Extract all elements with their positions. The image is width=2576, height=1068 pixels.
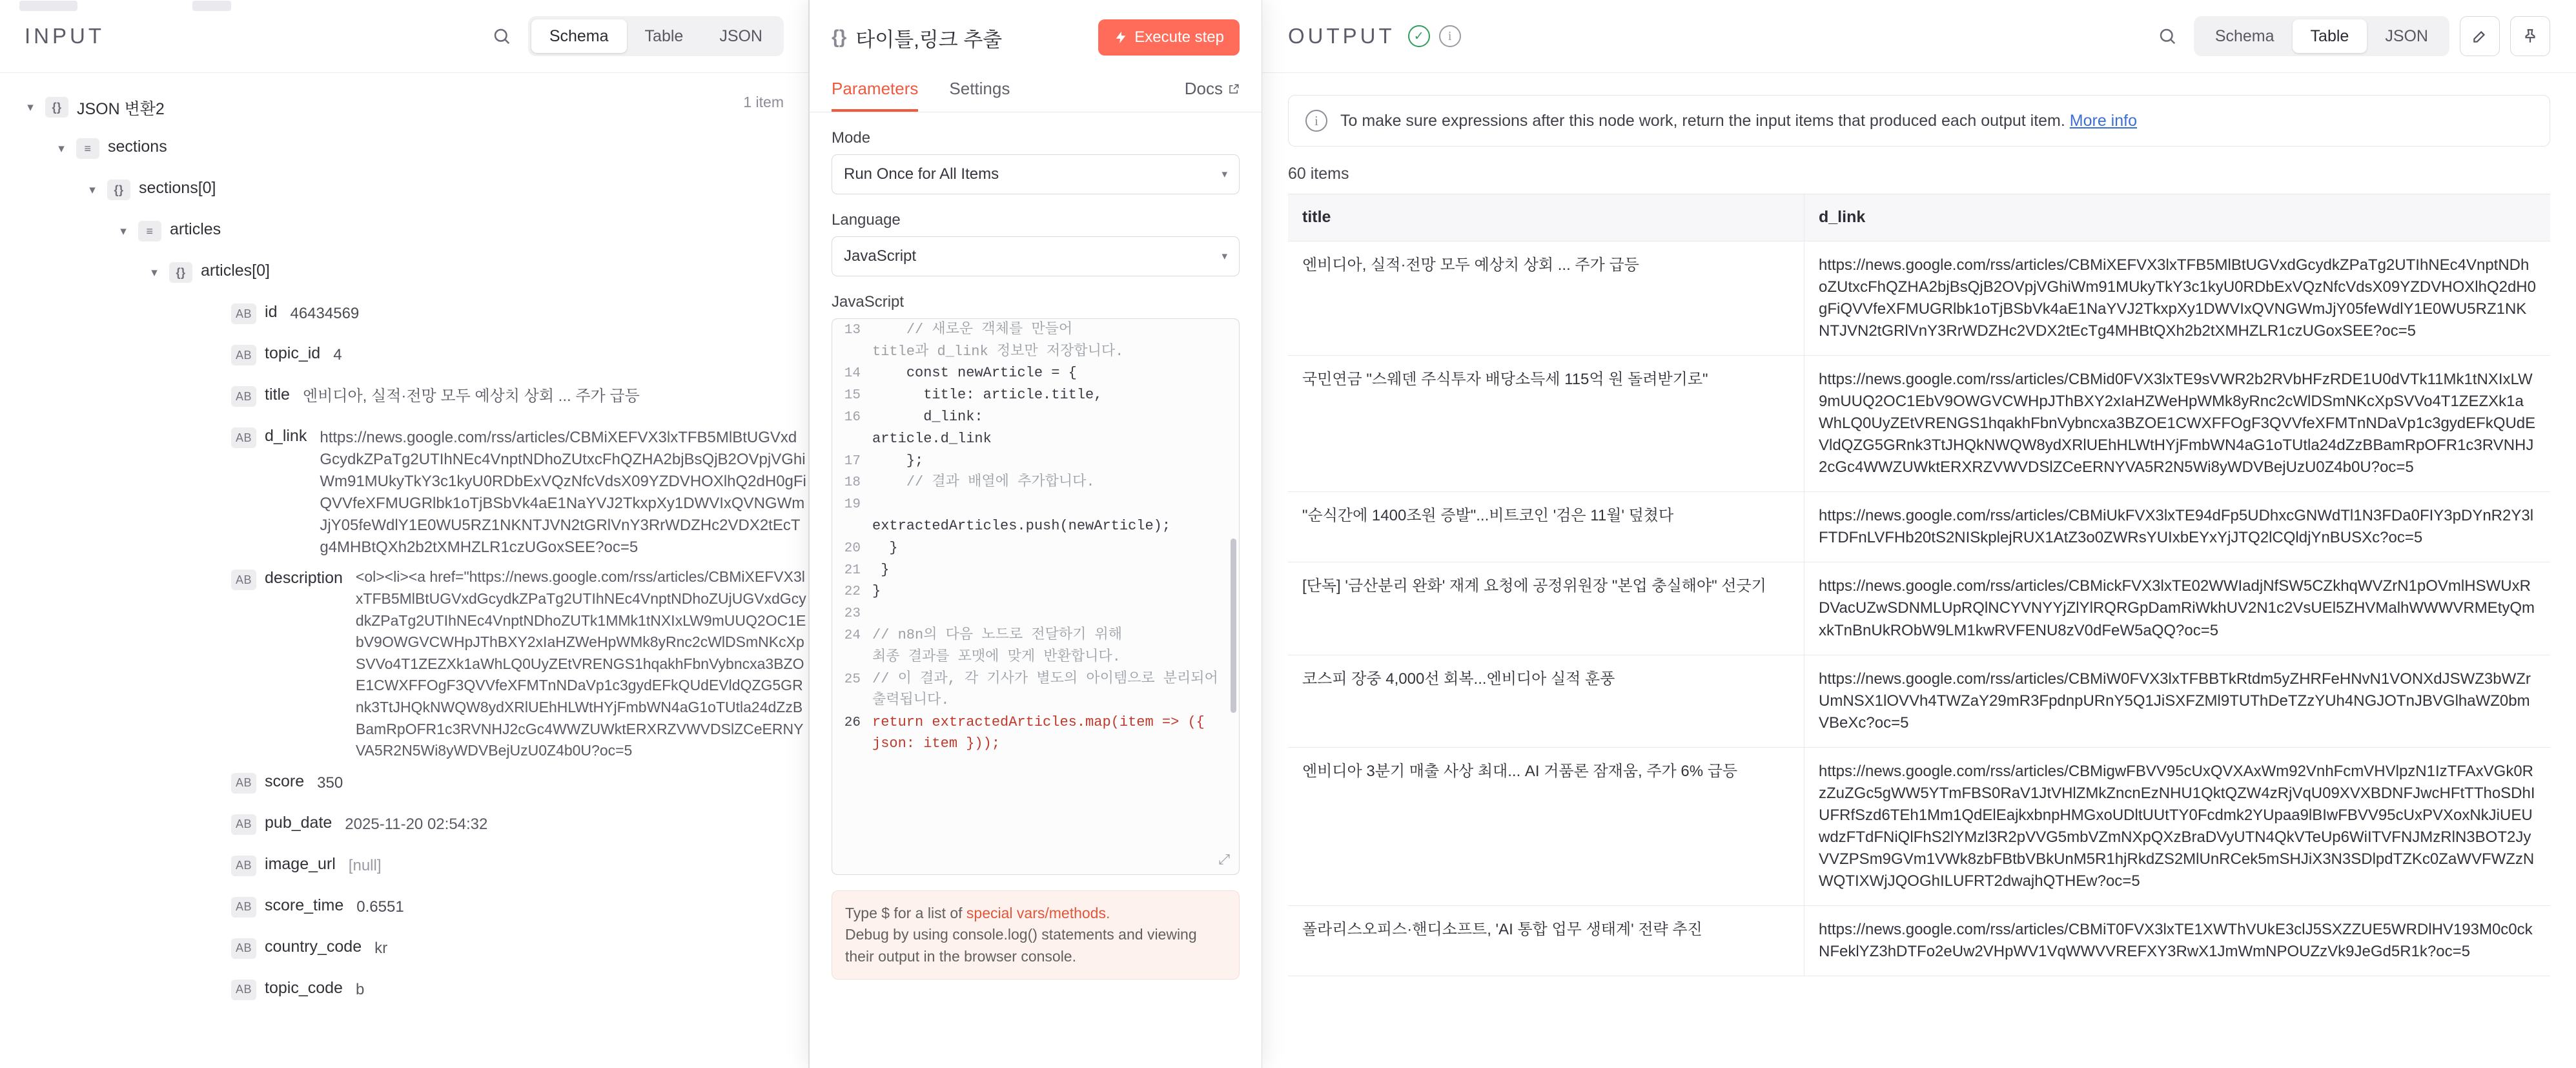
line-number: 16 — [844, 410, 861, 426]
language-label: Language — [832, 211, 901, 229]
code-text: } — [872, 561, 890, 578]
line-number: 20 — [844, 540, 861, 556]
code-line — [832, 537, 1239, 559]
input-tab-table[interactable]: Table — [644, 26, 684, 45]
code-node-icon: {} — [832, 26, 847, 48]
tree-row — [0, 420, 808, 562]
tree-node-value: 엔비디아, 실적·전망 모두 예상치 상회 ... 주가 급등 — [302, 387, 640, 405]
string-type-icon: AB — [231, 980, 256, 1000]
tree-node-value: https://news.google.com/rss/articles/CBMiXEFVX3lxTFB5MlBtUGVxdGcydkZPaTg2UTIhNEc4VnptNDhoZUtxcFhQZHA2bjBsQjB2OVpjVGhiWm91MUkyTkY3c1kyU0RDbExVQzNfcVdsX09YZDVHOXlhQ2dH0gFiQVVfeXFMUGRlbk1oTjBSbVk4aE1NaYVJ2TkxpXy1DWVIxQVNGWmJjY05feWdlY1E0WU5RZ1NKNTJVN2tGRlVnY3RrWDZHc2VDX2tEcTg4MHBtQXh2b2tXMHZLR1czUGoxSEE?oc=5 — [320, 429, 806, 557]
cell-title: 코스피 장중 4,000선 회복...엔비디아 실적 훈풍 — [1288, 655, 1804, 747]
column-header-title[interactable]: title — [1288, 194, 1804, 241]
cell-d_link: https://news.google.com/rss/articles/CBMigwFBVV95cUxQVXAxWm92VnhFcmVHVlpzN1IzTFAxVGk0RzZuZGc5gWW5YTmFBS0RaV1JtVHlZMkZncnEzNHU1QktQZW4zRjVqU09XVXBDNFJwcHFtTThoSDhIUFRfSzd6TEh1Mm1QdElEajkxbnpHMGxoUDltUUtTY0Fcdmk2YUpaa9lBIwFBVV95cUxPVXoxNkJiUEUwdzFTdFNiQlFhS2lYMzl3R2pVVG5mbVZmNXpQXzBraDVyUTN4QkVTeUp6WiITVFNJMzRlN3BOT2JyVVZPSm9GVm1VWk8zbFBtbVBkUnM5R1hjRkdZS2MlUnRCek5mSHJiX3N3SDlpdTZKc0ZaWVFWZzNWQTIXWjJQOGhILUFRT2dwajhQTHEw?oc=5 — [1819, 762, 2535, 890]
code-line — [832, 668, 1239, 712]
line-number: 18 — [844, 475, 861, 491]
code-editor-label: JavaScript — [832, 293, 905, 311]
chevron-down-icon[interactable]: ▾ — [151, 265, 158, 280]
output-panel-title: OUTPUT — [1288, 24, 1395, 48]
line-number — [832, 428, 872, 429]
execute-step-label: Execute step — [1134, 28, 1224, 46]
tree-node-value: 350 — [317, 774, 343, 792]
input-tab-json[interactable]: JSON — [719, 26, 762, 45]
line-number: 21 — [844, 562, 861, 578]
code-line — [832, 624, 1239, 646]
code-line — [832, 580, 1239, 602]
string-type-icon: AB — [231, 773, 256, 794]
line-number — [832, 515, 872, 517]
cell-title: 엔비디아, 실적·전망 모두 예상치 상회 ... 주가 급등 — [1288, 241, 1804, 355]
code-line — [832, 428, 1239, 449]
line-number: 15 — [844, 388, 861, 404]
tree-node-key: description — [265, 569, 343, 588]
code-line — [832, 319, 1239, 341]
tree-row — [0, 972, 808, 1014]
table-row[interactable] — [1288, 356, 2550, 492]
tree-row — [0, 296, 808, 338]
object-type-icon: {} — [169, 262, 192, 283]
tree-row[interactable] — [0, 131, 808, 172]
code-text: d_link: — [872, 409, 983, 426]
code-text: }; — [872, 452, 924, 469]
top-bar-stub — [0, 0, 809, 12]
tab-parameters[interactable]: Parameters — [832, 70, 918, 112]
output-notice — [1288, 95, 2550, 147]
chevron-down-icon[interactable]: ▾ — [27, 100, 34, 114]
cell-d_link: https://news.google.com/rss/articles/CBMiUkFVX3lxTE94dFp5UDhxcGNWdTl1N3FDa0FIY3pDYnR2Y3lFTDFnLVFHb20tS2NISkplejRUX1AtZ3o0ZWRsYUIxbEYxYjJTQ2lCQldjYnBUSXc?oc=5 — [1819, 507, 2534, 547]
line-number — [832, 646, 872, 648]
cell-d_link: https://news.google.com/rss/articles/CBMiXEFVX3lxTFB5MlBtUGVxdGcydkZPaTg2UTIhNEc4VnptNDhoZUtxcFhQZHA2bjBsQjB2OVpjVGhiWm91MUkyTkY3c1kyU0RDbExVQzNfcVdsX09YZDVHOXlhQ2dH0gFiQVVfeXFMUGRlbk1oTjBSbVk4aE1NaYVJ2TkxpXy1DWVIxQVNGWmJjY05feWdlY1E0WU5RZ1NKNTJVN2tGRlVnY3RrWDZHc2VDX2tEcTg4MHBtQXh2b2tXMHZLR1czUGoxSEE?oc=5 — [1819, 256, 2536, 340]
line-number: 14 — [844, 366, 861, 382]
code-editor-footer — [832, 845, 1239, 874]
line-number — [832, 341, 872, 342]
output-tab-json[interactable]: JSON — [2385, 26, 2428, 45]
line-number: 17 — [844, 453, 861, 469]
code-text: article.d_link — [872, 431, 992, 447]
tree-node-key: topic_id — [265, 344, 321, 362]
chevron-down-icon[interactable]: ▾ — [58, 141, 65, 156]
tree-node-key: sections[0] — [139, 179, 216, 197]
string-type-icon: AB — [231, 856, 256, 876]
chevron-down-icon: ▾ — [1222, 168, 1227, 180]
chevron-down-icon[interactable]: ▾ — [89, 183, 96, 197]
tree-row — [0, 931, 808, 972]
edit-output-button[interactable] — [2460, 16, 2500, 56]
cell-d_link: https://news.google.com/rss/articles/CBMid0FVX3lxTE9sVWR2b2RVbHFzRDE1U0dVTk11Mk1tNXIxLW9mUUQ2OC1EbV9OWGVCWHpJThBXY2xIaHZWeHpWMk8yRnc2cWlDSmNKcXpSVVo4T1ZEZXk1aWhLQ0UyZEtVRENGS1hqakhFbnVybncxa3BZOE1CWXFFOgF3QVVfeXFMTnNDaVp1c3gydEFkQUdEVldQZG5GRnk3TtJHQkNWQW8ydXRlUEhHLWtHYjFmbWN4aG1oTUtla24dZzBBamRpOFR1c3RVNHJ2cGc4WWZUWktERXRZVWVDSlZCeERNYVA5R2N5Wi8yWDVBejUzU0Z4b0U?oc=5 — [1819, 370, 2536, 477]
code-editor[interactable] — [832, 318, 1240, 875]
input-view-tabs[interactable] — [528, 16, 784, 56]
cell-title: [단독] '금산분리 완화' 재계 요청에 공정위원장 "본업 충실해야" 선긋기 — [1288, 562, 1804, 654]
tree-row[interactable] — [0, 90, 808, 131]
tree-node-value: [null] — [348, 856, 382, 874]
table-row[interactable] — [1288, 492, 2550, 562]
code-scrollbar[interactable] — [1231, 539, 1236, 713]
node-parameters — [810, 112, 1262, 1068]
string-type-icon: AB — [231, 814, 256, 835]
execute-step-button[interactable] — [1098, 19, 1240, 56]
code-line — [832, 450, 1239, 472]
language-value: JavaScript — [844, 247, 917, 265]
string-type-icon: AB — [231, 938, 256, 959]
code-editor-scroll[interactable] — [832, 319, 1239, 845]
language-select[interactable] — [832, 236, 1240, 276]
expand-icon[interactable]: ⤢ — [1218, 851, 1230, 867]
tree-node-key: country_code — [265, 937, 362, 956]
object-type-icon: {} — [45, 97, 68, 118]
tree-node-value: kr — [374, 939, 388, 957]
code-text: const newArticle = { — [872, 365, 1077, 382]
mode-select[interactable] — [832, 154, 1240, 194]
code-text: // 이 결과, 각 기사가 별도의 아이템으로 분리되어 출력됩니다. — [872, 670, 1227, 709]
chevron-down-icon[interactable]: ▾ — [120, 224, 127, 238]
output-table — [1288, 194, 2550, 1068]
mode-label: Mode — [832, 129, 871, 147]
code-line — [832, 406, 1239, 428]
tree-node-key: articles — [170, 220, 221, 238]
tree-row — [0, 890, 808, 931]
code-text: title: article.title, — [872, 387, 1103, 404]
chevron-down-icon: ▾ — [1222, 250, 1227, 262]
input-tab-schema[interactable]: Schema — [531, 19, 627, 53]
tree-row — [0, 562, 808, 765]
docs-label: Docs — [1184, 79, 1223, 98]
lightning-icon — [1114, 30, 1128, 45]
output-tab-table[interactable]: Table — [2293, 19, 2367, 53]
notice-text: To make sure expressions after this node work, return the input items that produced each output item. — [1340, 111, 2065, 130]
check-circle-icon: ✓ — [1408, 25, 1430, 47]
line-number: 26 — [844, 715, 861, 730]
string-type-icon: AB — [231, 386, 256, 407]
tree-row — [0, 338, 808, 379]
string-type-icon: AB — [231, 570, 256, 590]
tree-row[interactable] — [0, 172, 808, 214]
cell-title: "순식간에 1400조원 증발"...비트코인 '검은 11월' 덮쳤다 — [1288, 492, 1804, 562]
code-text: title과 d_link 정보만 저장합니다. — [872, 343, 1124, 360]
line-number: 23 — [844, 606, 861, 622]
tree-node-key: score — [265, 772, 305, 790]
more-info-link[interactable]: More info — [2069, 111, 2137, 130]
search-icon[interactable] — [2152, 21, 2182, 51]
tree-node-value: 0.6551 — [356, 898, 404, 916]
tree-row — [0, 766, 808, 807]
tree-node-value: 4 — [333, 346, 342, 364]
input-panel-title: INPUT — [25, 24, 105, 48]
node-settings-panel — [809, 0, 1262, 1068]
search-icon[interactable] — [487, 21, 516, 51]
code-line — [832, 362, 1239, 384]
code-text: 최종 결과를 포맷에 맞게 반환합니다. — [872, 649, 1121, 666]
column-header-d_link[interactable]: d_link — [1819, 208, 1866, 226]
line-number: 13 — [844, 323, 861, 338]
input-panel — [0, 0, 809, 1068]
tree-node-key: topic_code — [265, 978, 343, 997]
string-type-icon: AB — [231, 345, 256, 365]
tree-node-key: image_url — [265, 854, 336, 873]
array-type-icon: ≡ — [76, 138, 99, 159]
cell-title: 폴라리스오피스·핸디소프트, 'AI 통합 업무 생태계' 전략 추진 — [1288, 906, 1804, 976]
code-text: // n8n의 다음 노드로 전달하기 위해 — [872, 627, 1123, 644]
special-vars-link[interactable]: special vars/methods. — [966, 905, 1110, 921]
info-icon: i — [1305, 110, 1327, 132]
code-text: return extractedArticles.map(item => ({ json: item })); — [872, 714, 1214, 752]
code-line — [832, 515, 1239, 537]
tree-node-value-html: <ol><li><a href="https://news.google.com/rss/articles/CBMiXEFVX3lxTFB5MlBtUGVxdGcydkZPaTg2UTIhNEc4VnptNDhoZUjUGVxdGcydkZPaTg2UTIhNEc4VnptNDhoZUTk1MMk1tNXIxLW9mUUQ2OC1EbV9OWGVCWHpJThBXY2xIaHZWeHpWMk8yRnc2cWlDSmNKcXpSVVo4T1ZEZXk1aWhLQ0UyZEtVRENGS1hqakhFbnVybncxa3BZOE1CWXFFOgF3QVVfeXFMTnNDaVp1c3gydEFkQUdEVldQZG5GRnk3TtJHQkNWQW8ydXRlUEhHLWtHYjFmbWN4aG1oTUtla24dZzBBamRpOFR1c3RVNHJ2cGc4WWZUWktERXRZVWVDSlZCeERNYVA5R2N5Wi8yWDVBejUzU0Z4b0U?oc=5 — [355, 568, 806, 759]
tree-node-value: 2025-11-20 02:54:32 — [345, 815, 488, 833]
string-type-icon: AB — [231, 427, 256, 448]
node-header — [810, 0, 1262, 70]
tree-node-key: score_time — [265, 896, 344, 914]
line-number: 19 — [844, 497, 861, 513]
array-type-icon: ≡ — [138, 221, 161, 241]
code-text: } — [872, 539, 898, 556]
code-line — [832, 602, 1239, 624]
tree-row — [0, 848, 808, 890]
tree-row — [0, 807, 808, 848]
table-row[interactable] — [1288, 748, 2550, 906]
table-header-row — [1288, 194, 2550, 241]
output-items-count: 60 items — [1288, 165, 1349, 183]
string-type-icon: AB — [231, 897, 256, 918]
stub-chip — [19, 1, 77, 11]
tree-node-key: sections — [108, 138, 167, 156]
tree-node-key: articles[0] — [201, 262, 270, 280]
code-text: // 결과 배열에 추가합니다. — [872, 474, 1095, 491]
input-schema-tree — [0, 73, 808, 1068]
code-line — [832, 646, 1239, 668]
tree-node-key: pub_date — [265, 813, 332, 832]
stub-chip — [192, 1, 231, 11]
cell-title: 국민연금 "스웨덴 주식투자 배당소득세 115억 원 돌려받기로" — [1288, 356, 1804, 491]
tree-node-key: title — [265, 385, 290, 404]
code-line — [832, 493, 1239, 515]
output-panel — [1262, 0, 2576, 1068]
node-tab-bar — [810, 70, 1262, 112]
hint-line2: Debug by using console.log() statements and viewing their output in the browser console. — [845, 926, 1197, 965]
tree-row[interactable] — [0, 214, 808, 255]
code-line — [832, 384, 1239, 406]
code-line — [832, 471, 1239, 493]
line-number: 24 — [844, 628, 861, 644]
line-number: 22 — [844, 584, 861, 600]
cell-title: 엔비디아 3분기 매출 사상 최대... AI 거품론 잠재움, 주가 6% 급등 — [1288, 748, 1804, 905]
output-view-tabs[interactable] — [2194, 16, 2449, 56]
tree-row[interactable] — [0, 255, 808, 296]
cell-d_link: https://news.google.com/rss/articles/CBMickFVX3lxTE02WWIadjNfSW5CZkhqWVZrN1pOVmlHSWUxRDVacUZwSDNMLUpRQlNCYVNYYjZlYlRQRGpDamRiWkhUV2N1c2VsUEl5ZHVMalhWWWVRMEtyQmxkTnBnUkRObW9LM1kwRVFENU8zV0dFeW5aQQ?oc=5 — [1819, 577, 2535, 639]
cell-d_link: https://news.google.com/rss/articles/CBMiW0FVX3lxTFBBTkRtdm5yZHRFeHNvN1VONXdJSWZ3bWZrUmNSX1lOVVh4TWZaY29mR3FpdnpURnY5Q1JiSXFZMl9TUThDeTZzYUh4NGJOTnJBVGlhaWZ0bmVBeXc?oc=5 — [1819, 670, 2531, 732]
tree-node-key: id — [265, 303, 278, 321]
tree-node-value: b — [355, 980, 365, 998]
code-text: extractedArticles.push(newArticle); — [872, 518, 1171, 535]
external-link-icon — [1228, 83, 1240, 95]
output-panel-header — [1262, 0, 2576, 73]
code-text: // 새로운 객체를 만들어 — [872, 322, 1073, 338]
tab-settings[interactable]: Settings — [949, 79, 1010, 98]
docs-link[interactable] — [1185, 70, 1240, 112]
node-title[interactable]: 타이틀,링크 추출 — [855, 28, 1003, 51]
line-number: 25 — [844, 672, 861, 687]
pin-output-button[interactable] — [2510, 16, 2550, 56]
tree-row — [0, 379, 808, 420]
table-row[interactable] — [1288, 906, 2550, 976]
table-row[interactable] — [1288, 655, 2550, 748]
table-row[interactable] — [1288, 241, 2550, 356]
code-hint — [832, 890, 1240, 980]
string-type-icon: AB — [231, 303, 256, 324]
hint-line1-prefix: Type $ for a list of — [845, 905, 966, 921]
tree-node-key: d_link — [265, 427, 307, 445]
output-tab-schema[interactable]: Schema — [2214, 26, 2274, 45]
code-text: } — [872, 583, 881, 600]
code-line — [832, 341, 1239, 362]
object-type-icon: {} — [107, 180, 130, 200]
mode-value: Run Once for All Items — [844, 165, 999, 183]
cell-d_link: https://news.google.com/rss/articles/CBMiT0FVX3lxTE1XWThVUkE3clJ5SXZZUE5WRDlHV193M0c0ckNFeklYZ3hDTFo2eUw2VHpWV1VqWWVVREFXY3RwX1JmWmNPOUZzVk9JeGd5R1k?oc=5 — [1819, 921, 2533, 961]
tree-node-key: JSON 변환2 — [77, 100, 165, 118]
table-row[interactable] — [1288, 562, 2550, 655]
tree-node-value: 46434569 — [290, 305, 360, 322]
pin-icon — [2522, 28, 2539, 45]
input-item-count: 1 item — [743, 94, 784, 110]
code-line — [832, 559, 1239, 581]
info-icon[interactable]: i — [1439, 25, 1461, 47]
code-line — [832, 712, 1239, 755]
pencil-icon — [2471, 28, 2488, 45]
